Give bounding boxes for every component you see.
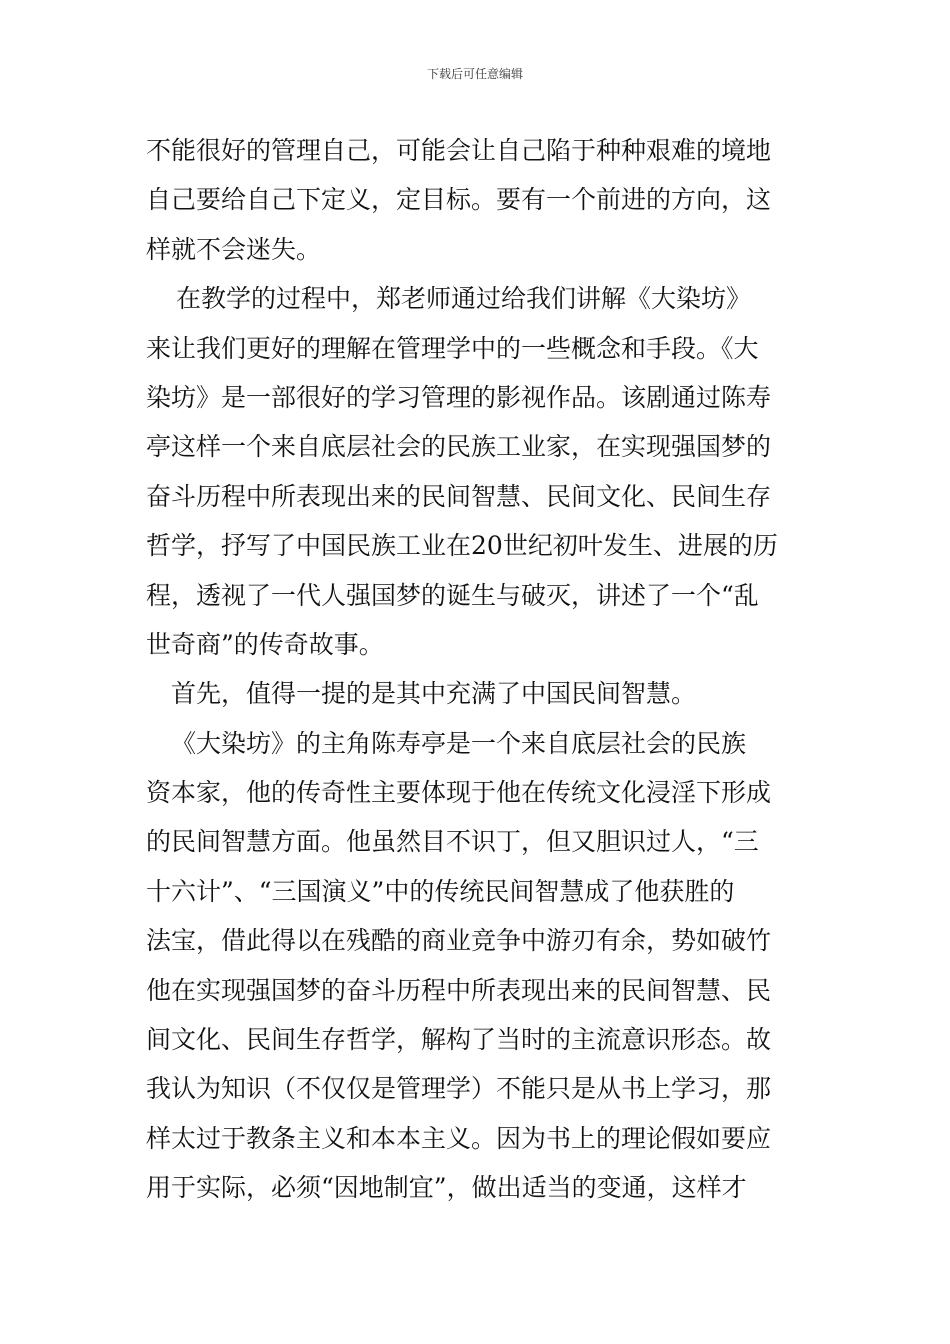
text-line: 《大染坊》的主角陈寿亭是一个来自底层社会的民族 [171, 728, 747, 758]
text-line: 资本家，他的传奇性主要体现于他在传统文化浸淫下形成 [146, 778, 772, 808]
text-line: 亭这样一个来自底层社会的民族工业家，在实现强国梦的 [146, 432, 772, 462]
text-line: 来让我们更好的理解在管理学中的一些概念和手段。《大 [146, 333, 759, 363]
text-line: 样就不会迷失。 [146, 234, 322, 264]
text-line: 首先，值得一提的是其中充满了中国民间智慧。 [171, 679, 697, 709]
text-line: 十六计”、“三国演义”中的传统民间智慧成了他获胜的 [146, 876, 735, 906]
text-line: 间文化、民间生存哲学，解构了当时的主流意识形态。故 [146, 1025, 772, 1055]
text-line: 我认为知识（不仅仅是管理学）不能只是从书上学习，那 [146, 1074, 772, 1104]
page-header: 下载后可任意编辑 [426, 67, 523, 81]
text-line: 世奇商”的传奇故事。 [146, 629, 384, 659]
text-line: 不能很好的管理自己，可能会让自己陷于种种艰难的境地 [146, 136, 772, 165]
text-line: 样太过于教条主义和本本主义。因为书上的理论假如要应 [146, 1123, 772, 1153]
text-line: 法宝，借此得以在残酷的商业竞争中游刃有余，势如破竹 [146, 926, 772, 956]
text-line: 程，透视了一代人强国梦的诞生与破灭，讲述了一个“乱 [146, 580, 759, 610]
text-line: 在教学的过程中，郑老师通过给我们讲解《大染坊》 [176, 284, 752, 314]
document-body [146, 126, 808, 1213]
text-line: 哲学，抒写了中国民族工业在20世纪初叶发生、进展的历 [146, 531, 778, 561]
text-line: 自己要给自己下定义，定目标。要有一个前进的方向，这 [146, 185, 772, 215]
text-line: 他在实现强国梦的奋斗历程中所表现出来的民间智慧、民 [146, 975, 772, 1005]
text-line: 的民间智慧方面。他虽然目不识丁，但又胆识过人，“三 [146, 827, 759, 857]
text-line: 染坊》是一部很好的学习管理的影视作品。该剧通过陈寿 [146, 382, 772, 412]
text-line: 奋斗历程中所表现出来的民间智慧、民间文化、民间生存 [146, 481, 772, 511]
text-line: 用于实际，必须“因地制宜”，做出适当的变通，这样才 [146, 1173, 747, 1203]
